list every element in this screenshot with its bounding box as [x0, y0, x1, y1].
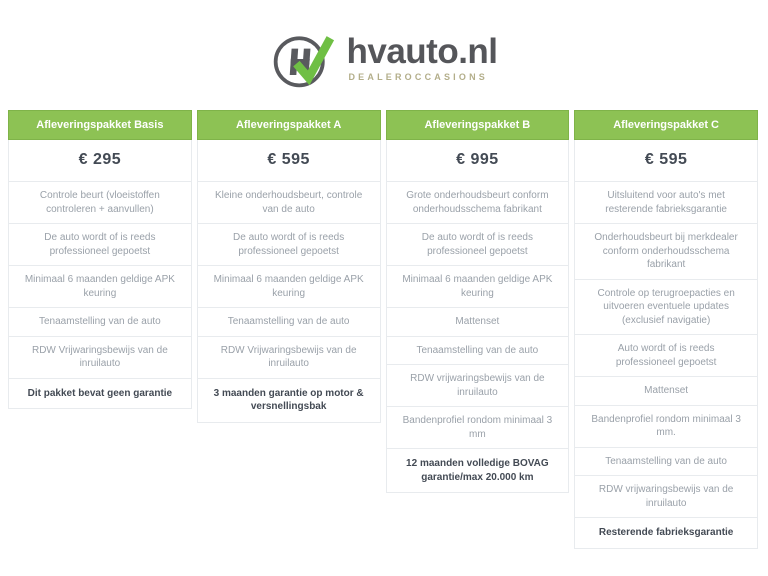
package-header: Afleveringspakket A — [197, 110, 381, 140]
feature-row: Bandenprofiel rondom minimaal 3 mm. — [575, 406, 757, 448]
feature-list — [387, 182, 569, 449]
feature-row: Auto wordt of is reeds professioneel gepoetst — [575, 335, 757, 377]
feature-row: De auto wordt of is reeds professioneel gepoetst — [9, 224, 191, 266]
feature-row: Bandenprofiel rondom minimaal 3 mm — [387, 407, 569, 449]
feature-row: RDW vrijwaringsbewijs van de inruilauto — [387, 365, 569, 407]
guarantee-row: Dit pakket bevat geen garantie — [27, 387, 173, 399]
package-price: € 595 — [198, 140, 380, 182]
page-header — [0, 0, 768, 102]
package-column — [386, 110, 570, 493]
package-price: € 595 — [575, 140, 757, 182]
feature-list — [198, 182, 380, 379]
package-header: Afleveringspakket Basis — [8, 110, 192, 140]
package-price: € 295 — [9, 140, 191, 182]
feature-row: Grote onderhoudsbeurt conform onderhoudsschema fabrikant — [387, 182, 569, 224]
guarantee-row: 12 maanden volledige BOVAG garantie/max 20.000 km — [406, 458, 549, 483]
feature-row: Controle beurt (vloeistoffen controleren + aanvullen) — [9, 182, 191, 224]
feature-row: Controle op terugroepacties en uitvoeren eventuele updates (exclusief navigatie) — [575, 280, 757, 336]
feature-row: Kleine onderhoudsbeurt, controle van de auto — [198, 182, 380, 224]
package-header: Afleveringspakket B — [386, 110, 570, 140]
feature-row: Minimaal 6 maanden geldige APK keuring — [9, 266, 191, 308]
feature-row: De auto wordt of is reeds professioneel gepoetst — [198, 224, 380, 266]
package-column — [197, 110, 381, 423]
feature-row: Tenaamstelling van de auto — [9, 308, 191, 337]
feature-row: Minimaal 6 maanden geldige APK keuring — [387, 266, 569, 308]
package-column — [8, 110, 192, 409]
packages-table — [8, 110, 758, 549]
feature-row: Mattenset — [575, 377, 757, 406]
feature-row: Onderhoudsbeurt bij merkdealer conform onderhoudsschema fabrikant — [575, 224, 757, 280]
logo — [270, 26, 497, 90]
feature-row: RDW Vrijwaringsbewijs van de inruilauto — [198, 337, 380, 379]
package-column — [574, 110, 758, 549]
feature-row: Uitsluitend voor auto's met resterende fabrieksgarantie — [575, 182, 757, 224]
package-body — [197, 140, 381, 423]
package-body — [386, 140, 570, 493]
hvauto-logo-icon — [270, 26, 336, 90]
guarantee-row: Resterende fabrieksgarantie — [598, 527, 734, 539]
feature-row: De auto wordt of is reeds professioneel gepoetst — [387, 224, 569, 266]
feature-row: Minimaal 6 maanden geldige APK keuring — [198, 266, 380, 308]
package-body — [574, 140, 758, 549]
guarantee-row: 3 maanden garantie op motor & versnellingsbak — [213, 387, 364, 413]
feature-row: RDW Vrijwaringsbewijs van de inruilauto — [9, 337, 191, 379]
feature-row: Tenaamstelling van de auto — [387, 337, 569, 366]
package-header: Afleveringspakket C — [574, 110, 758, 140]
logo-text — [346, 31, 498, 83]
feature-row: Tenaamstelling van de auto — [198, 308, 380, 337]
package-price: € 995 — [387, 140, 569, 182]
logo-brand: hvauto.nl — [346, 31, 498, 71]
logo-tagline: DEALEROCCASIONS — [348, 72, 488, 83]
feature-list — [575, 182, 757, 518]
feature-list — [9, 182, 191, 379]
feature-row: Mattenset — [387, 308, 569, 337]
feature-row: RDW vrijwaringsbewijs van de inruilauto — [575, 476, 757, 518]
package-body — [8, 140, 192, 409]
feature-row: Tenaamstelling van de auto — [575, 448, 757, 477]
